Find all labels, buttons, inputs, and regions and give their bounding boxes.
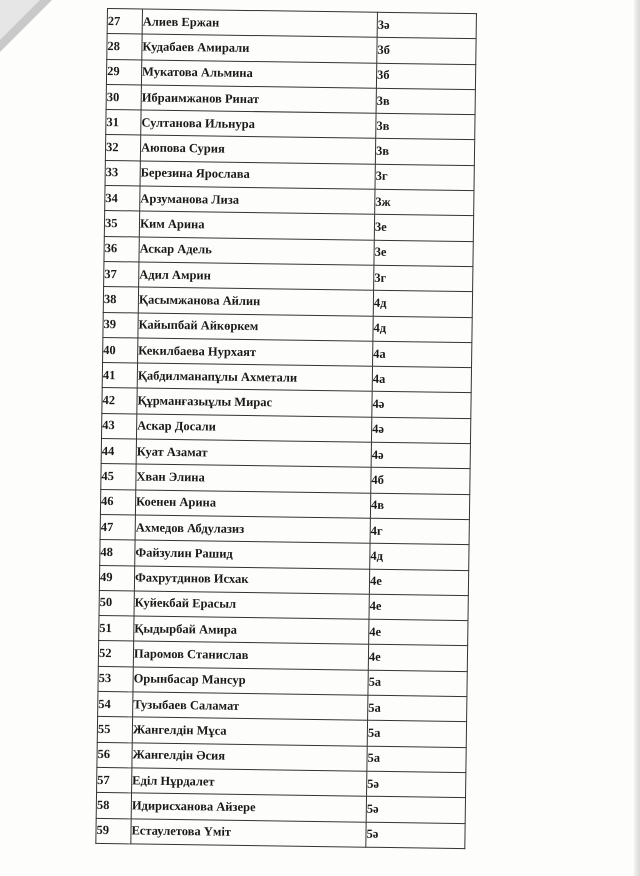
row-number: 31 bbox=[106, 110, 141, 136]
student-name: Аскар Досали bbox=[136, 414, 371, 443]
student-name: Ахмедов Абдулазиз bbox=[135, 515, 370, 544]
student-name: Ибраимжанов Ринат bbox=[141, 85, 376, 114]
class-label: 4б bbox=[371, 468, 470, 495]
row-number: 37 bbox=[104, 261, 139, 287]
student-name: Алиев Ержан bbox=[142, 9, 377, 38]
row-number: 35 bbox=[104, 211, 139, 237]
student-name: Аюпова Сурия bbox=[140, 135, 375, 164]
class-label: 4е bbox=[369, 619, 468, 646]
student-name: Паромов Станислав bbox=[133, 641, 368, 670]
row-number: 36 bbox=[104, 236, 139, 262]
row-number: 38 bbox=[103, 287, 138, 313]
class-label: 4д bbox=[370, 543, 469, 570]
class-label: 5ә bbox=[366, 822, 465, 849]
class-label: 3в bbox=[376, 113, 475, 140]
row-number: 40 bbox=[103, 337, 138, 363]
student-name: Жангелдін Әсия bbox=[132, 743, 367, 772]
student-name: Тузыбаев Саламат bbox=[133, 692, 368, 721]
class-label: 3б bbox=[376, 63, 475, 90]
student-name: Адил Амрин bbox=[139, 262, 374, 291]
student-name: Жангелдін Мұса bbox=[132, 717, 367, 746]
row-number: 27 bbox=[107, 9, 142, 35]
student-name: Куат Азамат bbox=[136, 439, 371, 468]
page-edge-shadow bbox=[634, 0, 640, 876]
class-label: 5ә bbox=[366, 796, 465, 823]
student-name: Еділ Нұрдалет bbox=[132, 768, 367, 797]
row-number: 34 bbox=[105, 186, 140, 212]
row-number: 59 bbox=[96, 818, 131, 844]
class-label: 4е bbox=[369, 569, 468, 596]
row-number: 56 bbox=[97, 742, 132, 768]
student-name: Фахрутдинов Исхак bbox=[134, 565, 369, 594]
row-number: 58 bbox=[96, 793, 131, 819]
row-number: 45 bbox=[101, 464, 136, 490]
student-name: Мукатова Альмина bbox=[141, 60, 376, 89]
row-number: 53 bbox=[98, 666, 133, 692]
class-label: 3ә bbox=[377, 12, 476, 39]
class-label: 5а bbox=[368, 670, 467, 697]
class-label: 5а bbox=[367, 746, 466, 773]
class-label: 3в bbox=[376, 88, 475, 115]
row-number: 47 bbox=[100, 514, 135, 540]
class-label: 4д bbox=[373, 316, 472, 343]
row-number: 42 bbox=[102, 388, 137, 414]
class-label: 4а bbox=[373, 341, 472, 368]
student-name: Құрманғазыұлы Мирас bbox=[137, 388, 372, 417]
row-number: 39 bbox=[103, 312, 138, 338]
student-name: Хван Элина bbox=[136, 464, 371, 493]
row-number: 33 bbox=[105, 160, 140, 186]
class-label: 3г bbox=[374, 265, 473, 292]
class-label: 5а bbox=[367, 721, 466, 748]
class-label: 3е bbox=[374, 240, 473, 267]
row-number: 49 bbox=[99, 565, 134, 591]
row-number: 29 bbox=[106, 59, 141, 85]
student-name: Идирисханова Айзере bbox=[131, 793, 366, 822]
student-name: Орынбасар Мансур bbox=[133, 667, 368, 696]
class-label: 3б bbox=[377, 38, 476, 65]
class-label: 4д bbox=[373, 291, 472, 318]
roster-body bbox=[96, 9, 477, 849]
student-name: Арзуманова Лиза bbox=[140, 186, 375, 215]
row-number: 44 bbox=[101, 439, 136, 465]
row-number: 50 bbox=[99, 590, 134, 616]
student-name: Қабдилманапұлы Ахметали bbox=[137, 363, 372, 392]
student-name: Файзулин Рашид bbox=[135, 540, 370, 569]
class-label: 5а bbox=[368, 695, 467, 722]
student-name: Естаулетова Үміт bbox=[131, 818, 366, 847]
row-number: 46 bbox=[100, 489, 135, 515]
student-name: Березина Ярослава bbox=[140, 161, 375, 190]
class-label: 5ә bbox=[367, 771, 466, 798]
class-label: 4в bbox=[370, 493, 469, 520]
class-label: 3в bbox=[375, 139, 474, 166]
class-label: 3г bbox=[375, 164, 474, 191]
row-number: 54 bbox=[98, 691, 133, 717]
student-name: Қыдырбай Амира bbox=[134, 616, 369, 645]
student-roster-table bbox=[95, 8, 477, 849]
row-number: 57 bbox=[97, 767, 132, 793]
table-row bbox=[96, 818, 465, 848]
row-number: 48 bbox=[100, 540, 135, 566]
row-number: 51 bbox=[99, 616, 134, 642]
row-number: 28 bbox=[107, 34, 142, 60]
student-name: Кудабаев Амирали bbox=[142, 34, 377, 63]
page-corner-fold-highlight bbox=[0, 0, 40, 40]
class-label: 4ә bbox=[371, 442, 470, 469]
row-number: 41 bbox=[102, 363, 137, 389]
student-name: Султанова Ильнура bbox=[141, 110, 376, 139]
class-label: 4е bbox=[368, 645, 467, 672]
student-name: Кайыпбай Айкөркем bbox=[138, 313, 373, 342]
row-number: 55 bbox=[97, 717, 132, 743]
row-number: 32 bbox=[105, 135, 140, 161]
class-label: 4ә bbox=[372, 392, 471, 419]
class-label: 3ж bbox=[375, 189, 474, 216]
row-number: 30 bbox=[106, 84, 141, 110]
student-name: Ким Арина bbox=[139, 211, 374, 240]
class-label: 3е bbox=[374, 215, 473, 242]
student-name: Кекилбаева Нурхаят bbox=[138, 338, 373, 367]
class-label: 4ә bbox=[371, 417, 470, 444]
class-label: 4е bbox=[369, 594, 468, 621]
student-name: Коенен Арина bbox=[135, 490, 370, 519]
row-number: 43 bbox=[101, 413, 136, 439]
row-number: 52 bbox=[98, 641, 133, 667]
class-label: 4а bbox=[372, 366, 471, 393]
class-label: 4г bbox=[370, 518, 469, 545]
student-name: Қасымжанова Айлин bbox=[138, 287, 373, 316]
student-name: Куйекбай Ерасыл bbox=[134, 591, 369, 620]
student-name: Аскар Адель bbox=[139, 237, 374, 266]
